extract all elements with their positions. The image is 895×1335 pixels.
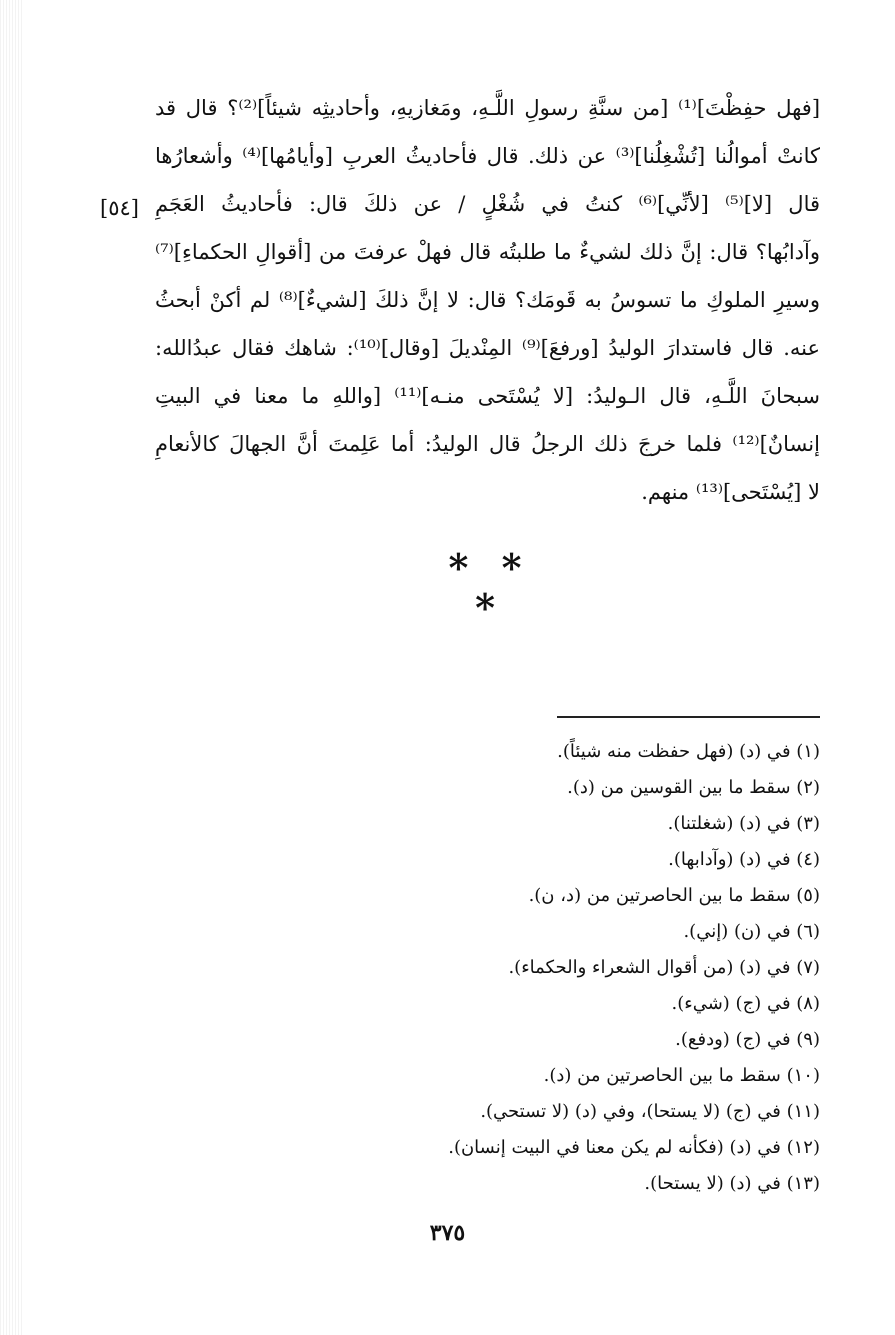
footnote: (١) في (د) (فهل حفظت منه شيئاً). [557, 741, 820, 762]
footnote-divider [557, 716, 820, 718]
footnotes [430, 734, 820, 1202]
footnote: (٧) في (د) (من أقوال الشعراء والحكماء). [508, 957, 820, 978]
footnote: (٤) في (د) (وآدابها). [668, 849, 820, 870]
page-number: ٣٧٥ [429, 1220, 466, 1246]
footnote: (٨) في (ج) (شيء). [671, 993, 820, 1014]
text-line: وسيرِ الملوكِ ما تسوسُ به قَومَك؟ قال: لا إنَّ ذلكَ [لشيءٌ]⁽⁸⁾ لم أكنْ أبحثُ [155, 288, 820, 312]
section-separator: * * * [448, 545, 532, 630]
main-text [155, 84, 820, 516]
footnote: (٩) في (ج) (ودفع). [675, 1029, 820, 1050]
text-line: [فهل حفِظْتَ]⁽¹⁾ [من سنَّةِ رسولِ اللَّـهِ، ومَغازيهِ، وأحاديثِه شيئاً]⁽²⁾؟ قال قد [155, 96, 820, 120]
footnote: (١٣) في (د) (لا يستحا). [644, 1173, 820, 1194]
scan-gutter [0, 0, 22, 1335]
text-line: عنه. قال فاستدارَ الوليدُ [ورفعَ]⁽⁹⁾ المِنْديلَ [وقال]⁽¹⁰⁾: شاهك فقال عبدُالله: [155, 336, 820, 360]
footnote: (٦) في (ن) (إني). [683, 921, 820, 942]
text-line: وآدابُها؟ قال: إنَّ ذلك لشيءٌ ما طلبتُه قال فهلْ عرفتَ من [أقوالِ الحكماءِ]⁽⁷⁾ [155, 240, 820, 264]
text-line: إنسانٌ]⁽¹²⁾ فلما خرجَ ذلك الرجلُ قال الوليدُ: أما عَلِمتَ أنَّ الجهالَ كالأنعامِ [155, 432, 820, 456]
text-line: كانتْ أموالُنا [تُشْغِلُنا]⁽³⁾ عن ذلك. قال فأحاديثُ العربِ [وأيامُها]⁽⁴⁾ وأشعارُها [155, 144, 820, 168]
footnote: (٢) سقط ما بين القوسين من (د). [567, 777, 820, 798]
footnote: (٣) في (د) (شغلتنا). [667, 813, 820, 834]
footnote: (٥) سقط ما بين الحاصرتين من (د، ن). [528, 885, 820, 906]
footnote: (١٠) سقط ما بين الحاصرتين من (د). [543, 1065, 820, 1086]
manuscript-page-marker: [٥٤] [100, 196, 139, 220]
footnote: (١٢) في (د) (فكأنه لم يكن معنا في البيت إنسان). [448, 1137, 820, 1158]
footnote: (١١) في (ج) (لا يستحا)، وفي (د) (لا تستحي). [480, 1101, 820, 1122]
text-line: قال [لا]⁽⁵⁾ [لأنِّي]⁽⁶⁾ كنتُ في شُغْلٍ / عن ذلكَ قال: فأحاديثُ العَجَمِ [155, 192, 820, 216]
text-line: لا [يُسْتَحى]⁽¹³⁾ منهم. [641, 480, 820, 504]
text-line: سبحانَ اللَّـهِ، قال الـوليدُ: [لا يُسْتَحى منـه]⁽¹¹⁾ [واللهِ ما معنا في البيتِ [155, 384, 820, 408]
